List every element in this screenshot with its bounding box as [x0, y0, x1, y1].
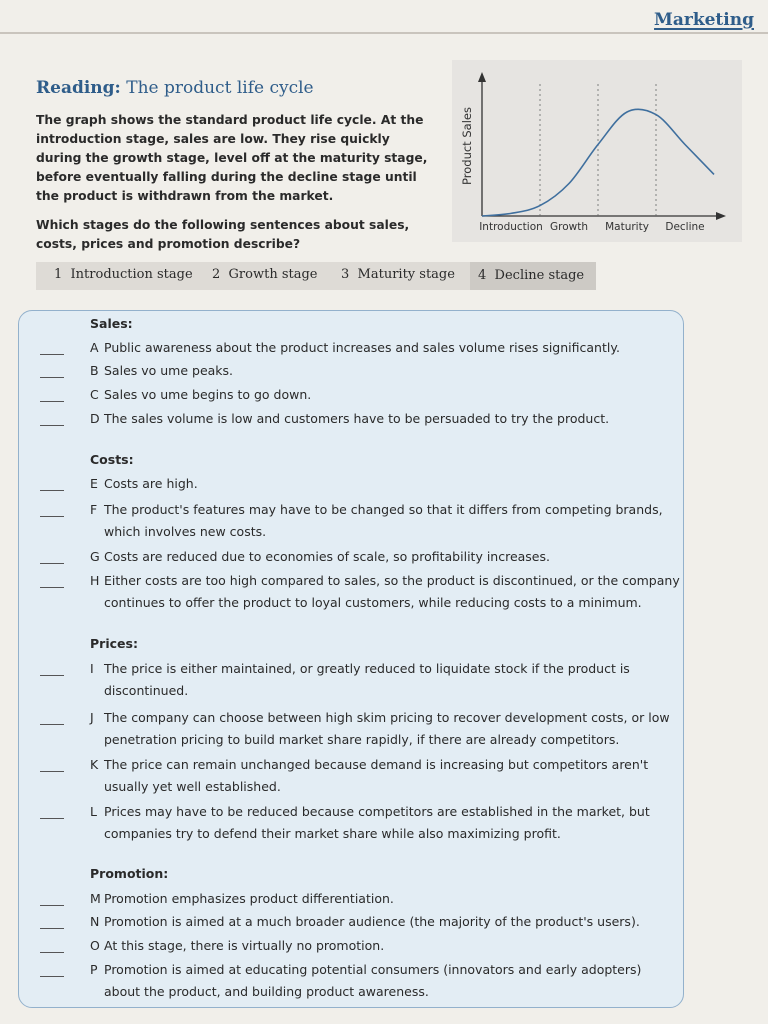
reading-label: Reading:: [36, 78, 121, 98]
sentence-letter: K: [90, 757, 99, 772]
sentence-letter: H: [90, 573, 100, 588]
intro-paragraph: The graph shows the standard product life cycle. At the introduction stage, sales are low. They rise quickly during the growth stage, level off at the maturity stage, before eventually falling during the decline stage until the product is withdrawn from the market.: [36, 113, 428, 203]
sentence-text: The sales volume is low and customers have to be persuaded to try the product.: [104, 411, 610, 426]
section-title: Marketing: [654, 10, 754, 30]
group-title-promotion: Promotion:: [90, 866, 169, 881]
answer-blank[interactable]: [40, 563, 64, 564]
stage-number: 3: [341, 267, 350, 282]
stage-4: [470, 262, 596, 290]
stage-1: [54, 267, 193, 282]
stage-2: [212, 267, 318, 282]
sentence-letter: O: [90, 938, 100, 953]
y-axis-arrow: [478, 72, 486, 82]
sentence-letter: A: [90, 340, 99, 355]
sentence-text: The price can remain unchanged because demand is increasing but competitors aren't usually yet well established.: [104, 757, 649, 794]
stage-label-growth: Growth: [549, 221, 589, 233]
sentence-letter: J: [90, 710, 94, 725]
answer-blank[interactable]: [40, 771, 64, 772]
header-divider: [0, 32, 768, 34]
sentence-letter: C: [90, 387, 99, 402]
answer-blank[interactable]: [40, 818, 64, 819]
sentence-text: Promotion emphasizes product differentiation.: [104, 891, 394, 906]
answer-blank[interactable]: [40, 516, 64, 517]
y-axis-label: Product Sales: [460, 107, 474, 185]
stage-number: 1: [54, 267, 63, 282]
group-title-costs: Costs:: [90, 452, 134, 467]
sentence-text: Sales vo ume begins to go down.: [104, 387, 312, 402]
stage-label-decline: Decline: [665, 221, 705, 233]
sentence-text: Costs are high.: [104, 476, 198, 491]
sentence-text: Either costs are too high compared to sales, so the product is discontinued, or the company continues to offer the product to loyal customers, while reducing costs to a minimum.: [104, 573, 680, 610]
answer-blank[interactable]: [40, 952, 64, 953]
stage-number: 2: [212, 267, 221, 282]
sentence-letter: N: [90, 914, 100, 929]
sentence-text: Promotion is aimed at educating potential consumers (innovators and early adopters) about the product, and building product awareness.: [104, 962, 642, 999]
answer-blank[interactable]: [40, 587, 64, 588]
reading-topic: The product life cycle: [120, 78, 314, 98]
x-axis-arrow: [716, 212, 726, 220]
answer-blank[interactable]: [40, 425, 64, 426]
stage-label: Growth stage: [228, 267, 318, 282]
sentence-letter: B: [90, 363, 99, 378]
sentence-text: At this stage, there is virtually no promotion.: [104, 938, 385, 953]
sentence-text: Sales vo ume peaks.: [104, 363, 234, 378]
sentence-text: The product's features may have to be changed so that it differs from competing brands, which involves new costs.: [104, 502, 663, 539]
sentence-letter: G: [90, 549, 100, 564]
sentence-text: Prices may have to be reduced because competitors are established in the market, but companies try to defend their market share while also maximizing profit.: [104, 804, 650, 841]
sentence-letter: M: [90, 891, 101, 906]
sentence-letter: E: [90, 476, 98, 491]
stage-3: [341, 267, 455, 282]
answer-blank[interactable]: [40, 490, 64, 491]
reading-title: [36, 78, 314, 98]
sentence-text: The price is either maintained, or greatly reduced to liquidate stock if the product is discontinued.: [104, 661, 630, 698]
group-title-sales: Sales:: [90, 316, 133, 331]
sentence-letter: I: [90, 661, 94, 676]
chart-svg: [452, 60, 742, 242]
stage-label-maturity: Maturity: [605, 221, 649, 233]
sentence-text: The company can choose between high skim pricing to recover development costs, or low penetration pricing to build market share rapidly, if there are already competitors.: [104, 710, 670, 747]
sentence-letter: D: [90, 411, 100, 426]
sentence-text: Public awareness about the product increases and sales volume rises significantly.: [104, 340, 620, 355]
stage-label: Maturity stage: [357, 267, 455, 282]
answer-blank[interactable]: [40, 905, 64, 906]
stage-label: Decline stage: [494, 268, 585, 283]
sentence-text: Promotion is aimed at a much broader audience (the majority of the product's users).: [104, 914, 640, 929]
answer-blank[interactable]: [40, 377, 64, 378]
sentence-letter: F: [90, 502, 98, 517]
sentence-letter: P: [90, 962, 98, 977]
group-title-prices: Prices:: [90, 636, 138, 651]
stage-label-introduction: Introduction: [479, 221, 543, 233]
sentence-letter: L: [90, 804, 97, 819]
sentence-text: Costs are reduced due to economies of scale, so profitability increases.: [104, 549, 550, 564]
answer-blank[interactable]: [40, 928, 64, 929]
stage-label: Introduction stage: [70, 267, 193, 282]
stage-number: 4: [478, 268, 487, 283]
answer-blank[interactable]: [40, 401, 64, 402]
stage-key-bar: [36, 262, 594, 290]
answer-blank[interactable]: [40, 724, 64, 725]
answer-blank[interactable]: [40, 354, 64, 355]
answer-blank[interactable]: [40, 976, 64, 977]
question-prompt: Which stages do the following sentences about sales, costs, prices and promotion describe?: [36, 218, 410, 251]
answer-blank[interactable]: [40, 675, 64, 676]
product-life-cycle-chart: [452, 60, 742, 242]
